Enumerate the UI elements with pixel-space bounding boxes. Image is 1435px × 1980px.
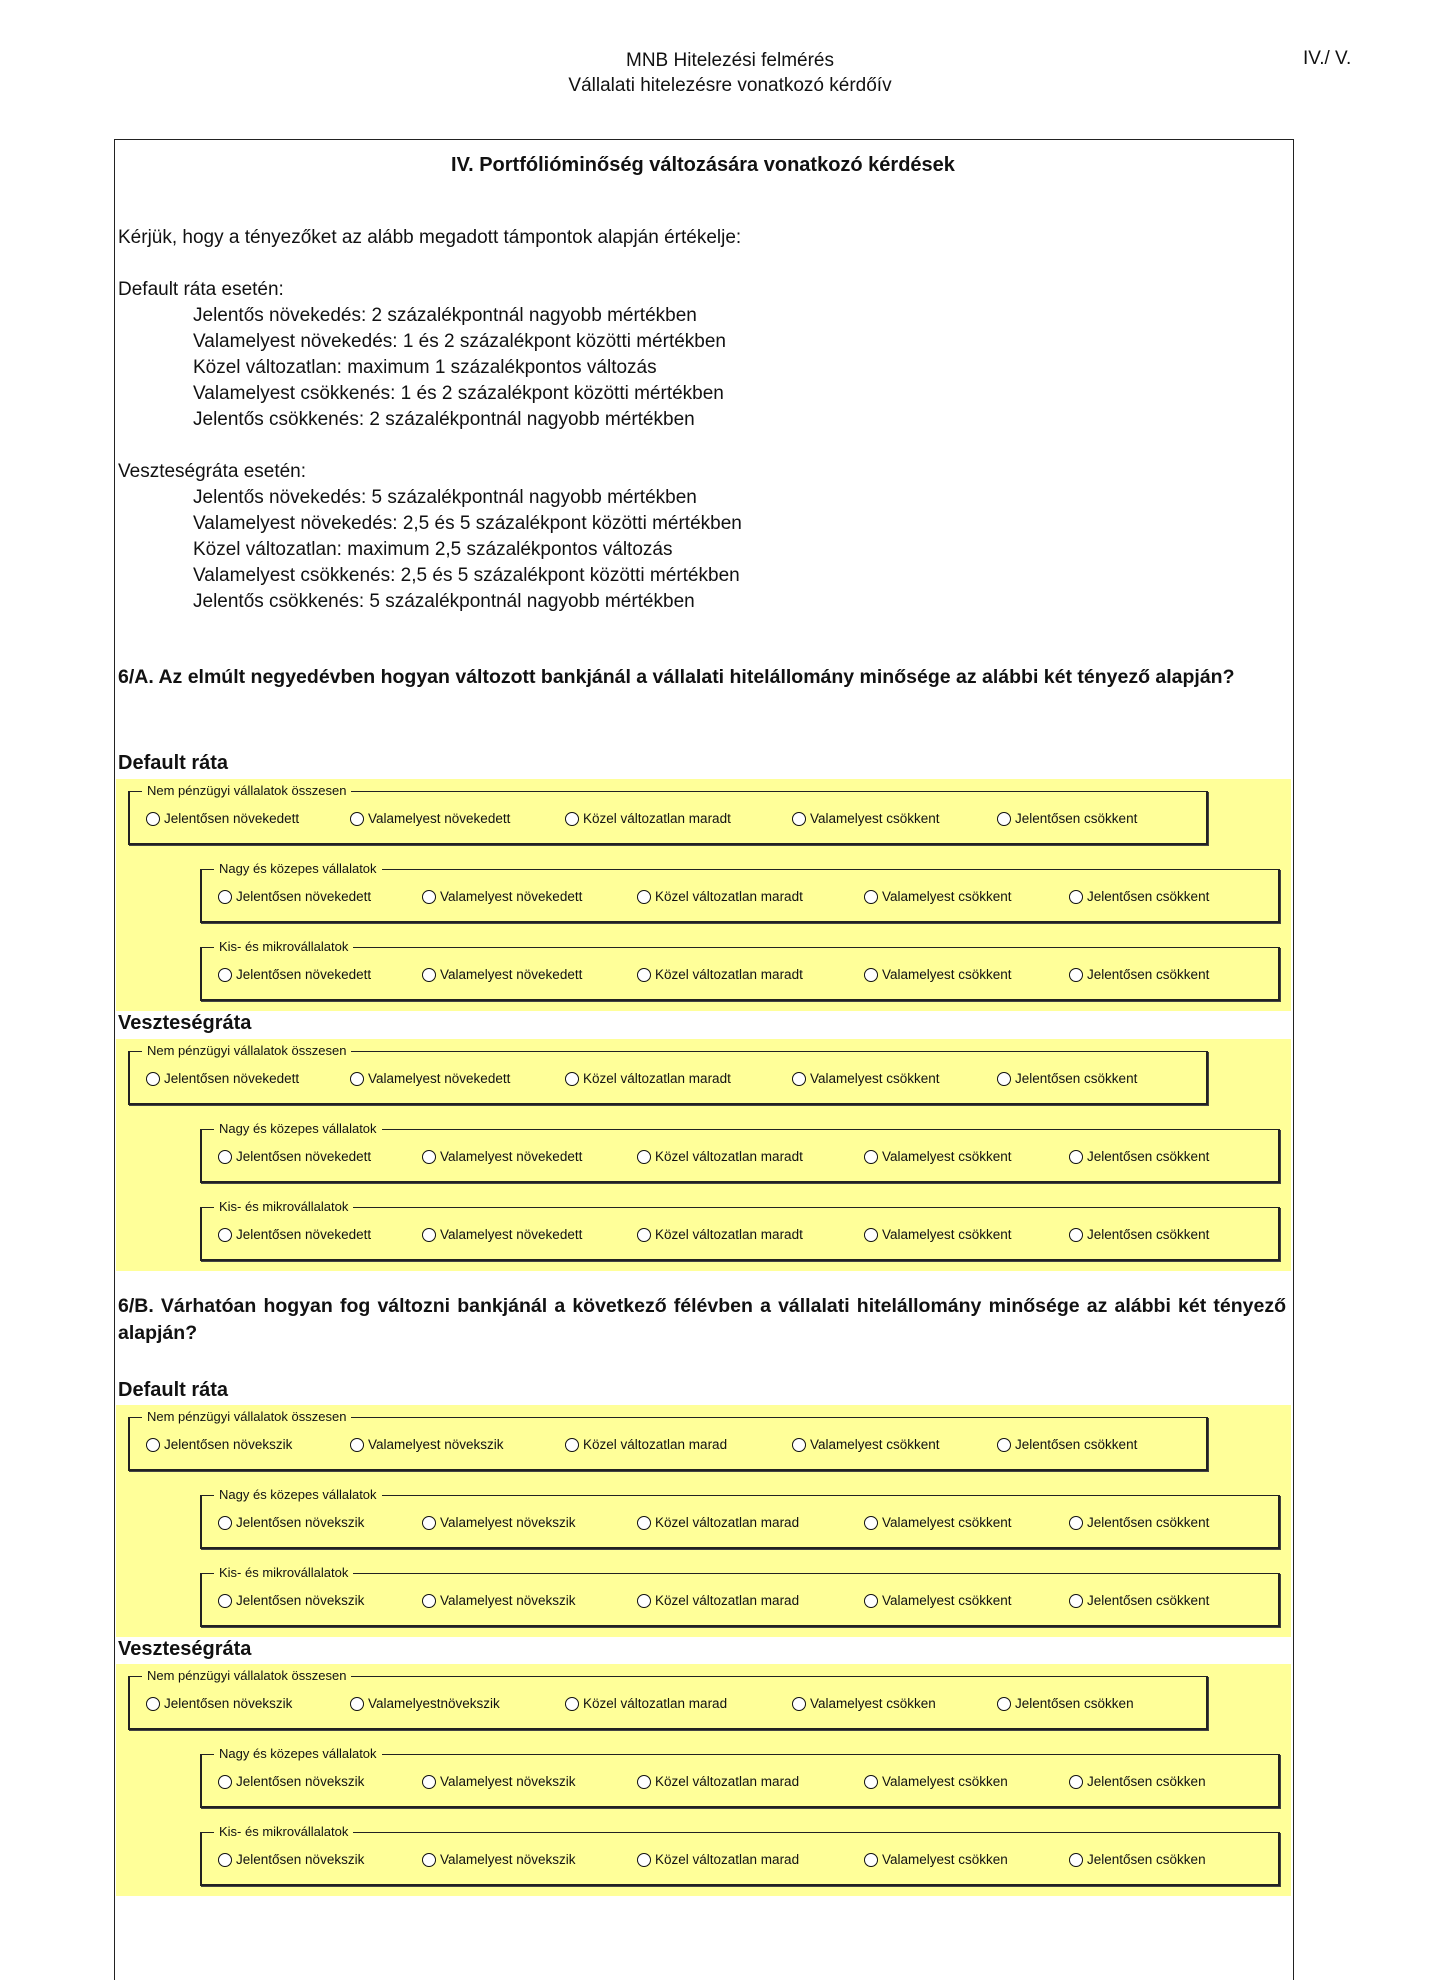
radio-label: Közel változatlan maradt bbox=[655, 1227, 803, 1242]
radio-option[interactable] bbox=[218, 889, 371, 904]
loss-criteria-item: Közel változatlan: maximum 2,5 százalékpontos változás bbox=[193, 539, 673, 560]
radio-circle-icon[interactable] bbox=[1069, 1775, 1083, 1789]
radio-option[interactable] bbox=[864, 1593, 1012, 1608]
radio-option[interactable] bbox=[422, 1774, 576, 1789]
radio-option[interactable] bbox=[864, 1774, 1008, 1789]
radio-label: Valamelyest csökkent bbox=[882, 1593, 1012, 1608]
default-criteria-item: Közel változatlan: maximum 1 százalékpontos változás bbox=[193, 357, 657, 378]
radio-circle-icon[interactable] bbox=[864, 1150, 878, 1164]
radio-circle-icon[interactable] bbox=[565, 812, 579, 826]
radio-label: Valamelyestnövekszik bbox=[368, 1696, 500, 1711]
loss-criteria-item: Valamelyest csökkenés: 2,5 és 5 százalékpont közötti mértékben bbox=[193, 565, 740, 586]
radio-label: Jelentősen csökken bbox=[1015, 1696, 1134, 1711]
q6b-default-total-group bbox=[128, 1411, 1208, 1471]
radio-label: Jelentősen csökkent bbox=[1087, 889, 1210, 904]
radio-option[interactable] bbox=[637, 1515, 799, 1530]
radio-option[interactable] bbox=[864, 1515, 1012, 1530]
radio-label: Valamelyest növekszik bbox=[440, 1593, 576, 1608]
group-legend: Kis- és mikrovállalatok bbox=[219, 1199, 349, 1214]
radio-option[interactable] bbox=[637, 1149, 803, 1164]
q6a-default-large-group bbox=[200, 863, 1280, 923]
radio-label: Valamelyest növekszik bbox=[440, 1774, 576, 1789]
radio-option[interactable] bbox=[637, 1227, 803, 1242]
radio-circle-icon[interactable] bbox=[422, 968, 436, 982]
group-legend: Nem pénzügyi vállalatok összesen bbox=[147, 1409, 347, 1424]
radio-label: Valamelyest csökkent bbox=[810, 1071, 940, 1086]
radio-option[interactable] bbox=[146, 1071, 299, 1086]
radio-label: Valamelyest csökkent bbox=[882, 967, 1012, 982]
radio-option[interactable] bbox=[792, 1696, 936, 1711]
header-title: MNB Hitelezési felmérés bbox=[626, 50, 834, 71]
radio-option[interactable] bbox=[422, 1227, 582, 1242]
radio-option[interactable] bbox=[637, 1852, 799, 1867]
default-criteria-head: Default ráta esetén: bbox=[118, 279, 284, 300]
radio-label: Jelentősen csökkent bbox=[1015, 1071, 1138, 1086]
q6b-loss-heading: Veszteségráta bbox=[118, 1638, 252, 1660]
radio-circle-icon[interactable] bbox=[637, 1228, 651, 1242]
loss-criteria-item: Jelentős csökkenés: 5 százalékpontnál nagyobb mértékben bbox=[193, 591, 695, 612]
radio-label: Valamelyest csökkent bbox=[882, 1227, 1012, 1242]
radio-label: Valamelyest növekszik bbox=[440, 1515, 576, 1530]
loss-criteria-item: Jelentős növekedés: 5 százalékpontnál nagyobb mértékben bbox=[193, 487, 697, 508]
radio-option[interactable] bbox=[218, 967, 371, 982]
radio-circle-icon[interactable] bbox=[637, 890, 651, 904]
radio-circle-icon[interactable] bbox=[1069, 890, 1083, 904]
radio-circle-icon[interactable] bbox=[218, 1516, 232, 1530]
radio-label: Jelentősen csökkent bbox=[1087, 1227, 1210, 1242]
radio-option[interactable] bbox=[1069, 1593, 1209, 1608]
q6a-loss-heading: Veszteségráta bbox=[118, 1012, 252, 1034]
radio-circle-icon[interactable] bbox=[565, 1697, 579, 1711]
group-legend: Kis- és mikrovállalatok bbox=[219, 939, 349, 954]
radio-label: Közel változatlan marad bbox=[655, 1774, 800, 1789]
header-subtitle: Vállalati hitelezésre vonatkozó kérdőív bbox=[568, 75, 892, 96]
radio-label: Közel változatlan maradt bbox=[583, 1071, 731, 1086]
radio-label: Jelentősen növekszik bbox=[236, 1593, 365, 1608]
radio-circle-icon[interactable] bbox=[350, 1072, 364, 1086]
radio-label: Valamelyest növekedett bbox=[440, 1227, 583, 1242]
radio-label: Valamelyest növekedett bbox=[368, 1071, 511, 1086]
default-criteria-item: Jelentős csökkenés: 2 százalékpontnál nagyobb mértékben bbox=[193, 409, 695, 430]
radio-circle-icon[interactable] bbox=[146, 1697, 160, 1711]
radio-label: Közel változatlan maradt bbox=[655, 967, 803, 982]
radio-label: Jelentősen csökkent bbox=[1087, 1593, 1210, 1608]
radio-label: Valamelyest csökkent bbox=[882, 1515, 1012, 1530]
radio-circle-icon[interactable] bbox=[218, 890, 232, 904]
radio-circle-icon[interactable] bbox=[637, 1775, 651, 1789]
default-criteria-item: Valamelyest növekedés: 1 és 2 százalékpont közötti mértékben bbox=[193, 331, 726, 352]
radio-circle-icon[interactable] bbox=[997, 1697, 1011, 1711]
radio-label: Jelentősen növekszik bbox=[164, 1437, 293, 1452]
q6b-loss-large-group bbox=[200, 1748, 1280, 1808]
radio-circle-icon[interactable] bbox=[792, 1697, 806, 1711]
q6a-loss-large-group bbox=[200, 1123, 1280, 1183]
radio-option[interactable] bbox=[1069, 1774, 1206, 1789]
radio-label: Valamelyest növekszik bbox=[368, 1437, 504, 1452]
radio-option[interactable] bbox=[637, 889, 803, 904]
radio-circle-icon[interactable] bbox=[997, 812, 1011, 826]
radio-option[interactable] bbox=[146, 1437, 292, 1452]
radio-label: Jelentősen csökkent bbox=[1087, 1149, 1210, 1164]
radio-label: Valamelyest csökkent bbox=[810, 1437, 940, 1452]
radio-label: Valamelyest növekszik bbox=[440, 1852, 576, 1867]
radio-label: Jelentősen csökkent bbox=[1015, 811, 1138, 826]
radio-label: Valamelyest növekedett bbox=[368, 811, 511, 826]
radio-circle-icon[interactable] bbox=[637, 968, 651, 982]
radio-circle-icon[interactable] bbox=[864, 1775, 878, 1789]
radio-label: Jelentősen növekedett bbox=[236, 1227, 372, 1242]
radio-option[interactable] bbox=[350, 1071, 510, 1086]
radio-option[interactable] bbox=[864, 967, 1012, 982]
radio-label: Jelentősen csökkent bbox=[1087, 1515, 1210, 1530]
q6a-default-small-group bbox=[200, 941, 1280, 1001]
group-legend: Nem pénzügyi vállalatok összesen bbox=[147, 783, 347, 798]
q6b-loss-total-group bbox=[128, 1670, 1208, 1730]
radio-label: Valamelyest csökkent bbox=[810, 811, 940, 826]
radio-circle-icon[interactable] bbox=[422, 1853, 436, 1867]
radio-option[interactable] bbox=[218, 1515, 364, 1530]
radio-option[interactable] bbox=[997, 1437, 1137, 1452]
radio-option[interactable] bbox=[422, 1515, 576, 1530]
question-6b: 6/B. Várhatóan hogyan fog változni bankjánál a következő félévben a vállalati hitelállomány minősége az alábbi két tényező alapján? bbox=[118, 1295, 1286, 1344]
radio-option[interactable] bbox=[146, 1696, 292, 1711]
intro-lead: Kérjük, hogy a tényezőket az alább megadott támpontok alapján értékelje: bbox=[118, 227, 742, 248]
radio-circle-icon[interactable] bbox=[864, 1228, 878, 1242]
radio-label: Jelentősen növekedett bbox=[236, 889, 372, 904]
radio-label: Valamelyest növekedett bbox=[440, 967, 583, 982]
radio-option[interactable] bbox=[218, 1593, 364, 1608]
q6a-default-heading: Default ráta bbox=[118, 752, 229, 774]
radio-circle-icon[interactable] bbox=[864, 1594, 878, 1608]
radio-option[interactable] bbox=[864, 1852, 1008, 1867]
radio-label: Valamelyest csökkent bbox=[882, 889, 1012, 904]
section-title: IV. Portfólióminőség változására vonatkozó kérdések bbox=[451, 154, 955, 176]
radio-option[interactable] bbox=[350, 1696, 500, 1711]
radio-circle-icon[interactable] bbox=[218, 1775, 232, 1789]
loss-criteria-head: Veszteségráta esetén: bbox=[118, 461, 307, 482]
radio-option[interactable] bbox=[422, 1149, 582, 1164]
radio-option[interactable] bbox=[1069, 889, 1209, 904]
radio-circle-icon[interactable] bbox=[422, 1594, 436, 1608]
radio-circle-icon[interactable] bbox=[1069, 1853, 1083, 1867]
radio-option[interactable] bbox=[218, 1227, 371, 1242]
radio-circle-icon[interactable] bbox=[422, 890, 436, 904]
radio-circle-icon[interactable] bbox=[864, 1516, 878, 1530]
radio-option[interactable] bbox=[146, 811, 299, 826]
radio-circle-icon[interactable] bbox=[792, 812, 806, 826]
document-header bbox=[0, 48, 1435, 98]
intro-block bbox=[118, 225, 742, 615]
radio-label: Jelentősen növekszik bbox=[236, 1515, 365, 1530]
radio-label: Jelentősen csökken bbox=[1087, 1774, 1206, 1789]
radio-option[interactable] bbox=[864, 889, 1012, 904]
radio-option[interactable] bbox=[1069, 967, 1209, 982]
radio-label: Közel változatlan marad bbox=[655, 1593, 800, 1608]
radio-label: Közel változatlan marad bbox=[655, 1852, 800, 1867]
radio-label: Jelentősen növekszik bbox=[164, 1696, 293, 1711]
radio-circle-icon[interactable] bbox=[637, 1853, 651, 1867]
radio-label: Jelentősen növekszik bbox=[236, 1774, 365, 1789]
radio-option[interactable] bbox=[218, 1852, 364, 1867]
radio-label: Közel változatlan marad bbox=[655, 1515, 800, 1530]
radio-label: Közel változatlan maradt bbox=[655, 889, 803, 904]
group-legend: Nem pénzügyi vállalatok összesen bbox=[147, 1668, 347, 1683]
radio-option[interactable] bbox=[792, 1437, 940, 1452]
radio-circle-icon[interactable] bbox=[997, 1438, 1011, 1452]
group-legend: Kis- és mikrovállalatok bbox=[219, 1565, 349, 1580]
radio-circle-icon[interactable] bbox=[565, 1072, 579, 1086]
radio-option[interactable] bbox=[565, 811, 731, 826]
group-legend: Nem pénzügyi vállalatok összesen bbox=[147, 1043, 347, 1058]
radio-circle-icon[interactable] bbox=[422, 1150, 436, 1164]
group-legend: Nagy és közepes vállalatok bbox=[219, 1121, 377, 1136]
q6b-default-heading: Default ráta bbox=[118, 1379, 229, 1401]
radio-option[interactable] bbox=[1069, 1852, 1206, 1867]
radio-option[interactable] bbox=[350, 811, 510, 826]
radio-circle-icon[interactable] bbox=[422, 1228, 436, 1242]
radio-option[interactable] bbox=[422, 1593, 576, 1608]
radio-option[interactable] bbox=[997, 811, 1137, 826]
q6b-loss-small-group bbox=[200, 1826, 1280, 1886]
radio-circle-icon[interactable] bbox=[1069, 1594, 1083, 1608]
radio-circle-icon[interactable] bbox=[218, 1150, 232, 1164]
radio-label: Valamelyest csökkent bbox=[882, 1149, 1012, 1164]
radio-circle-icon[interactable] bbox=[422, 1516, 436, 1530]
radio-label: Közel változatlan marad bbox=[583, 1696, 728, 1711]
radio-circle-icon[interactable] bbox=[146, 1072, 160, 1086]
radio-option[interactable] bbox=[637, 1774, 799, 1789]
radio-option[interactable] bbox=[637, 1593, 799, 1608]
radio-circle-icon[interactable] bbox=[792, 1072, 806, 1086]
radio-circle-icon[interactable] bbox=[422, 1775, 436, 1789]
radio-option[interactable] bbox=[997, 1071, 1137, 1086]
group-legend: Nagy és közepes vállalatok bbox=[219, 861, 377, 876]
radio-option[interactable] bbox=[565, 1437, 727, 1452]
radio-option[interactable] bbox=[218, 1774, 364, 1789]
question-6a: 6/A. Az elmúlt negyedévben hogyan változott bankjánál a vállalati hitelállomány minősége az alábbi két tényező alapján? bbox=[118, 666, 1235, 688]
radio-circle-icon[interactable] bbox=[218, 1853, 232, 1867]
loss-criteria-item: Valamelyest növekedés: 2,5 és 5 százalékpont közötti mértékben bbox=[193, 513, 742, 534]
radio-option[interactable] bbox=[1069, 1149, 1209, 1164]
radio-option[interactable] bbox=[864, 1227, 1012, 1242]
radio-option[interactable] bbox=[637, 967, 803, 982]
radio-label: Jelentősen csökkent bbox=[1015, 1437, 1138, 1452]
default-criteria-item: Jelentős növekedés: 2 százalékpontnál nagyobb mértékben bbox=[193, 305, 697, 326]
radio-circle-icon[interactable] bbox=[218, 968, 232, 982]
page-number: IV./ V. bbox=[1303, 48, 1352, 69]
radio-circle-icon[interactable] bbox=[146, 812, 160, 826]
q6b-default-large-group bbox=[200, 1489, 1280, 1549]
radio-circle-icon[interactable] bbox=[1069, 1150, 1083, 1164]
radio-circle-icon[interactable] bbox=[146, 1438, 160, 1452]
radio-option[interactable] bbox=[792, 1071, 940, 1086]
radio-circle-icon[interactable] bbox=[792, 1438, 806, 1452]
radio-circle-icon[interactable] bbox=[350, 1438, 364, 1452]
radio-circle-icon[interactable] bbox=[218, 1594, 232, 1608]
q6a-default-total-group bbox=[128, 785, 1208, 845]
default-criteria-item: Valamelyest csökkenés: 1 és 2 százalékpont közötti mértékben bbox=[193, 383, 724, 404]
radio-circle-icon[interactable] bbox=[864, 968, 878, 982]
radio-circle-icon[interactable] bbox=[637, 1150, 651, 1164]
radio-circle-icon[interactable] bbox=[997, 1072, 1011, 1086]
group-legend: Nagy és közepes vállalatok bbox=[219, 1746, 377, 1761]
group-legend: Nagy és közepes vállalatok bbox=[219, 1487, 377, 1502]
radio-label: Jelentősen növekedett bbox=[164, 1071, 300, 1086]
q6b-default-small-group bbox=[200, 1567, 1280, 1627]
radio-label: Közel változatlan maradt bbox=[655, 1149, 803, 1164]
radio-option[interactable] bbox=[422, 1852, 576, 1867]
radio-option[interactable] bbox=[565, 1696, 727, 1711]
radio-option[interactable] bbox=[218, 1149, 371, 1164]
radio-circle-icon[interactable] bbox=[565, 1438, 579, 1452]
radio-label: Valamelyest csökken bbox=[882, 1852, 1008, 1867]
radio-option[interactable] bbox=[422, 967, 582, 982]
radio-label: Jelentősen csökkent bbox=[1087, 967, 1210, 982]
radio-label: Közel változatlan marad bbox=[583, 1437, 728, 1452]
radio-option[interactable] bbox=[864, 1149, 1012, 1164]
radio-option[interactable] bbox=[350, 1437, 504, 1452]
radio-circle-icon[interactable] bbox=[637, 1516, 651, 1530]
radio-label: Jelentősen csökken bbox=[1087, 1852, 1206, 1867]
radio-circle-icon[interactable] bbox=[350, 1697, 364, 1711]
group-legend: Kis- és mikrovállalatok bbox=[219, 1824, 349, 1839]
radio-circle-icon[interactable] bbox=[637, 1594, 651, 1608]
radio-label: Valamelyest csökken bbox=[882, 1774, 1008, 1789]
radio-option[interactable] bbox=[565, 1071, 731, 1086]
q6a-loss-total-group bbox=[128, 1045, 1208, 1105]
radio-label: Jelentősen növekedett bbox=[236, 1149, 372, 1164]
radio-label: Közel változatlan maradt bbox=[583, 811, 731, 826]
radio-circle-icon[interactable] bbox=[1069, 1228, 1083, 1242]
radio-option[interactable] bbox=[1069, 1227, 1209, 1242]
radio-label: Valamelyest növekedett bbox=[440, 889, 583, 904]
radio-option[interactable] bbox=[792, 811, 940, 826]
radio-label: Valamelyest csökken bbox=[810, 1696, 936, 1711]
radio-label: Jelentősen növekedett bbox=[164, 811, 300, 826]
radio-circle-icon[interactable] bbox=[350, 812, 364, 826]
radio-circle-icon[interactable] bbox=[1069, 1516, 1083, 1530]
radio-circle-icon[interactable] bbox=[218, 1228, 232, 1242]
radio-circle-icon[interactable] bbox=[864, 890, 878, 904]
radio-option[interactable] bbox=[997, 1696, 1134, 1711]
radio-label: Valamelyest növekedett bbox=[440, 1149, 583, 1164]
radio-option[interactable] bbox=[1069, 1515, 1209, 1530]
q6a-loss-small-group bbox=[200, 1201, 1280, 1261]
radio-label: Jelentősen növekedett bbox=[236, 967, 372, 982]
radio-label: Jelentősen növekszik bbox=[236, 1852, 365, 1867]
radio-circle-icon[interactable] bbox=[1069, 968, 1083, 982]
radio-option[interactable] bbox=[422, 889, 582, 904]
radio-circle-icon[interactable] bbox=[864, 1853, 878, 1867]
